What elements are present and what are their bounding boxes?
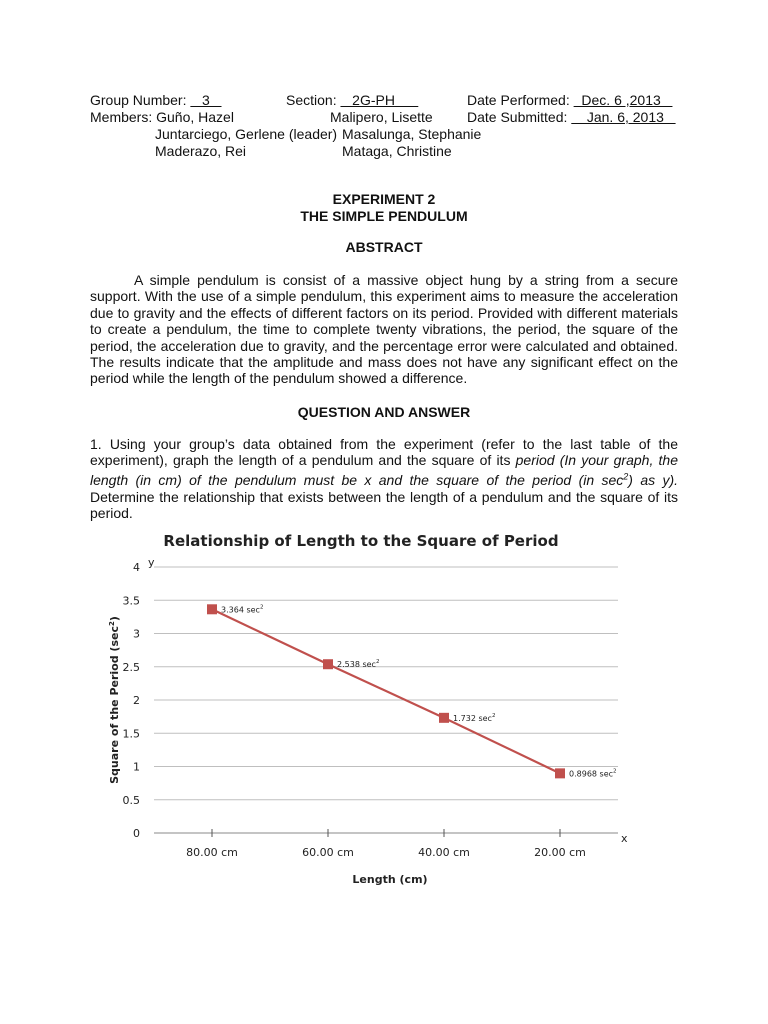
qa-heading: QUESTION AND ANSWER [297,404,471,420]
data-point [555,768,565,778]
member-name: Mataga, Christine [342,143,452,159]
date-submitted [467,109,676,126]
data-series [207,604,565,778]
y-tick-labels [123,561,141,840]
y-axis-letter: y [148,556,155,569]
experiment-number: EXPERIMENT 2 [332,191,436,207]
section [286,92,418,109]
group-number-label: Group Number: [90,92,187,108]
y-tick-label: 1 [133,760,140,774]
question-text-end: Determine the relationship that exists between the length of a pendulum and the square of its period. [90,488,678,522]
x-axis-title: Length (cm) [352,873,428,886]
abstract-text: A simple pendulum is consist of a massive object hung by a string from a secure support. With the use of a simple pendulum, this experiment aims to measure the acceleration due to gravity and the effects of different factors on its period. Provided with different materials to create a pendulum, the time to complete twenty vibrations, the period, the square of the period, the acceleration due to gravity, and the percentage error were calculated and obtained. The results indicate that the amplitude and mass does not have any significant effect on the period while the length of the pendulum showed a difference. [90,272,678,387]
abstract-paragraph [90,272,678,387]
x-tick-label: 80.00 cm [186,846,238,859]
members-label: Members: [90,109,153,125]
y-tick-label: 2.5 [122,660,140,674]
data-point [323,659,333,669]
member-name: Maderazo, Rei [155,143,247,159]
data-labels [221,604,617,778]
date-submitted-value: Jan. 6, 2013 [571,109,676,125]
date-performed [467,92,672,109]
y-tick-label: 1.5 [122,727,140,741]
abstract-heading: ABSTRACT [345,239,423,255]
x-tick-label: 20.00 cm [534,846,586,859]
x-axis-letter: x [621,832,628,845]
question-italic: period (In your graph, the length (in cm) of the pendulum must be x and the square of the period (in $\sec^2$) as y). [90,452,679,489]
y-tick-label: 3.5 [122,594,140,608]
group-number [90,92,222,109]
data-label: 3.364 $\sec^2$ [221,604,264,615]
date-performed-value: Dec. 6 ,2013 [573,92,673,108]
chart-title: Relationship of Length to the Square of Period [163,532,559,550]
member-name: Malipero, Lisette [330,109,433,125]
question-paragraph [90,436,678,522]
y-tick-label: 0 [133,827,140,840]
data-label: 0.8968 $\sec^2$ [569,768,617,779]
data-label: 1.732 $\sec^2$ [453,712,496,723]
y-tick-label: 4 [133,561,140,574]
data-point [207,604,217,614]
member-name: Masalunga, Stephanie [342,126,482,142]
y-tick-label: 2 [133,694,140,707]
date-submitted-label: Date Submitted: [467,109,568,125]
member-name: Guño, Hazel [156,109,234,125]
section-value: 2G-PH [340,92,419,108]
y-axis-title: Square of the Period $(\sec^2)$ [108,616,121,784]
y-tick-label: 3 [133,627,140,641]
question-text: 1. Using your group’s data obtained from the experiment (refer to the last table of the experiment), graph the length of a pendulum and the square of its [90,436,678,469]
y-tick-label: 0.5 [122,793,140,807]
date-performed-label: Date Performed: [467,92,570,108]
group-number-value: 3 [190,92,222,108]
section-label: Section: [286,92,337,108]
data-label: 2.538 $\sec^2$ [337,659,380,670]
x-tick-label: 40.00 cm [418,846,470,859]
x-tick-label: 60.00 cm [302,846,354,859]
experiment-title: THE SIMPLE PENDULUM [300,208,468,224]
member-name: Juntarciego, Gerlene (leader) [155,126,338,142]
data-point [439,713,449,723]
members-line-1 [90,109,234,126]
length-period-chart [86,520,646,900]
